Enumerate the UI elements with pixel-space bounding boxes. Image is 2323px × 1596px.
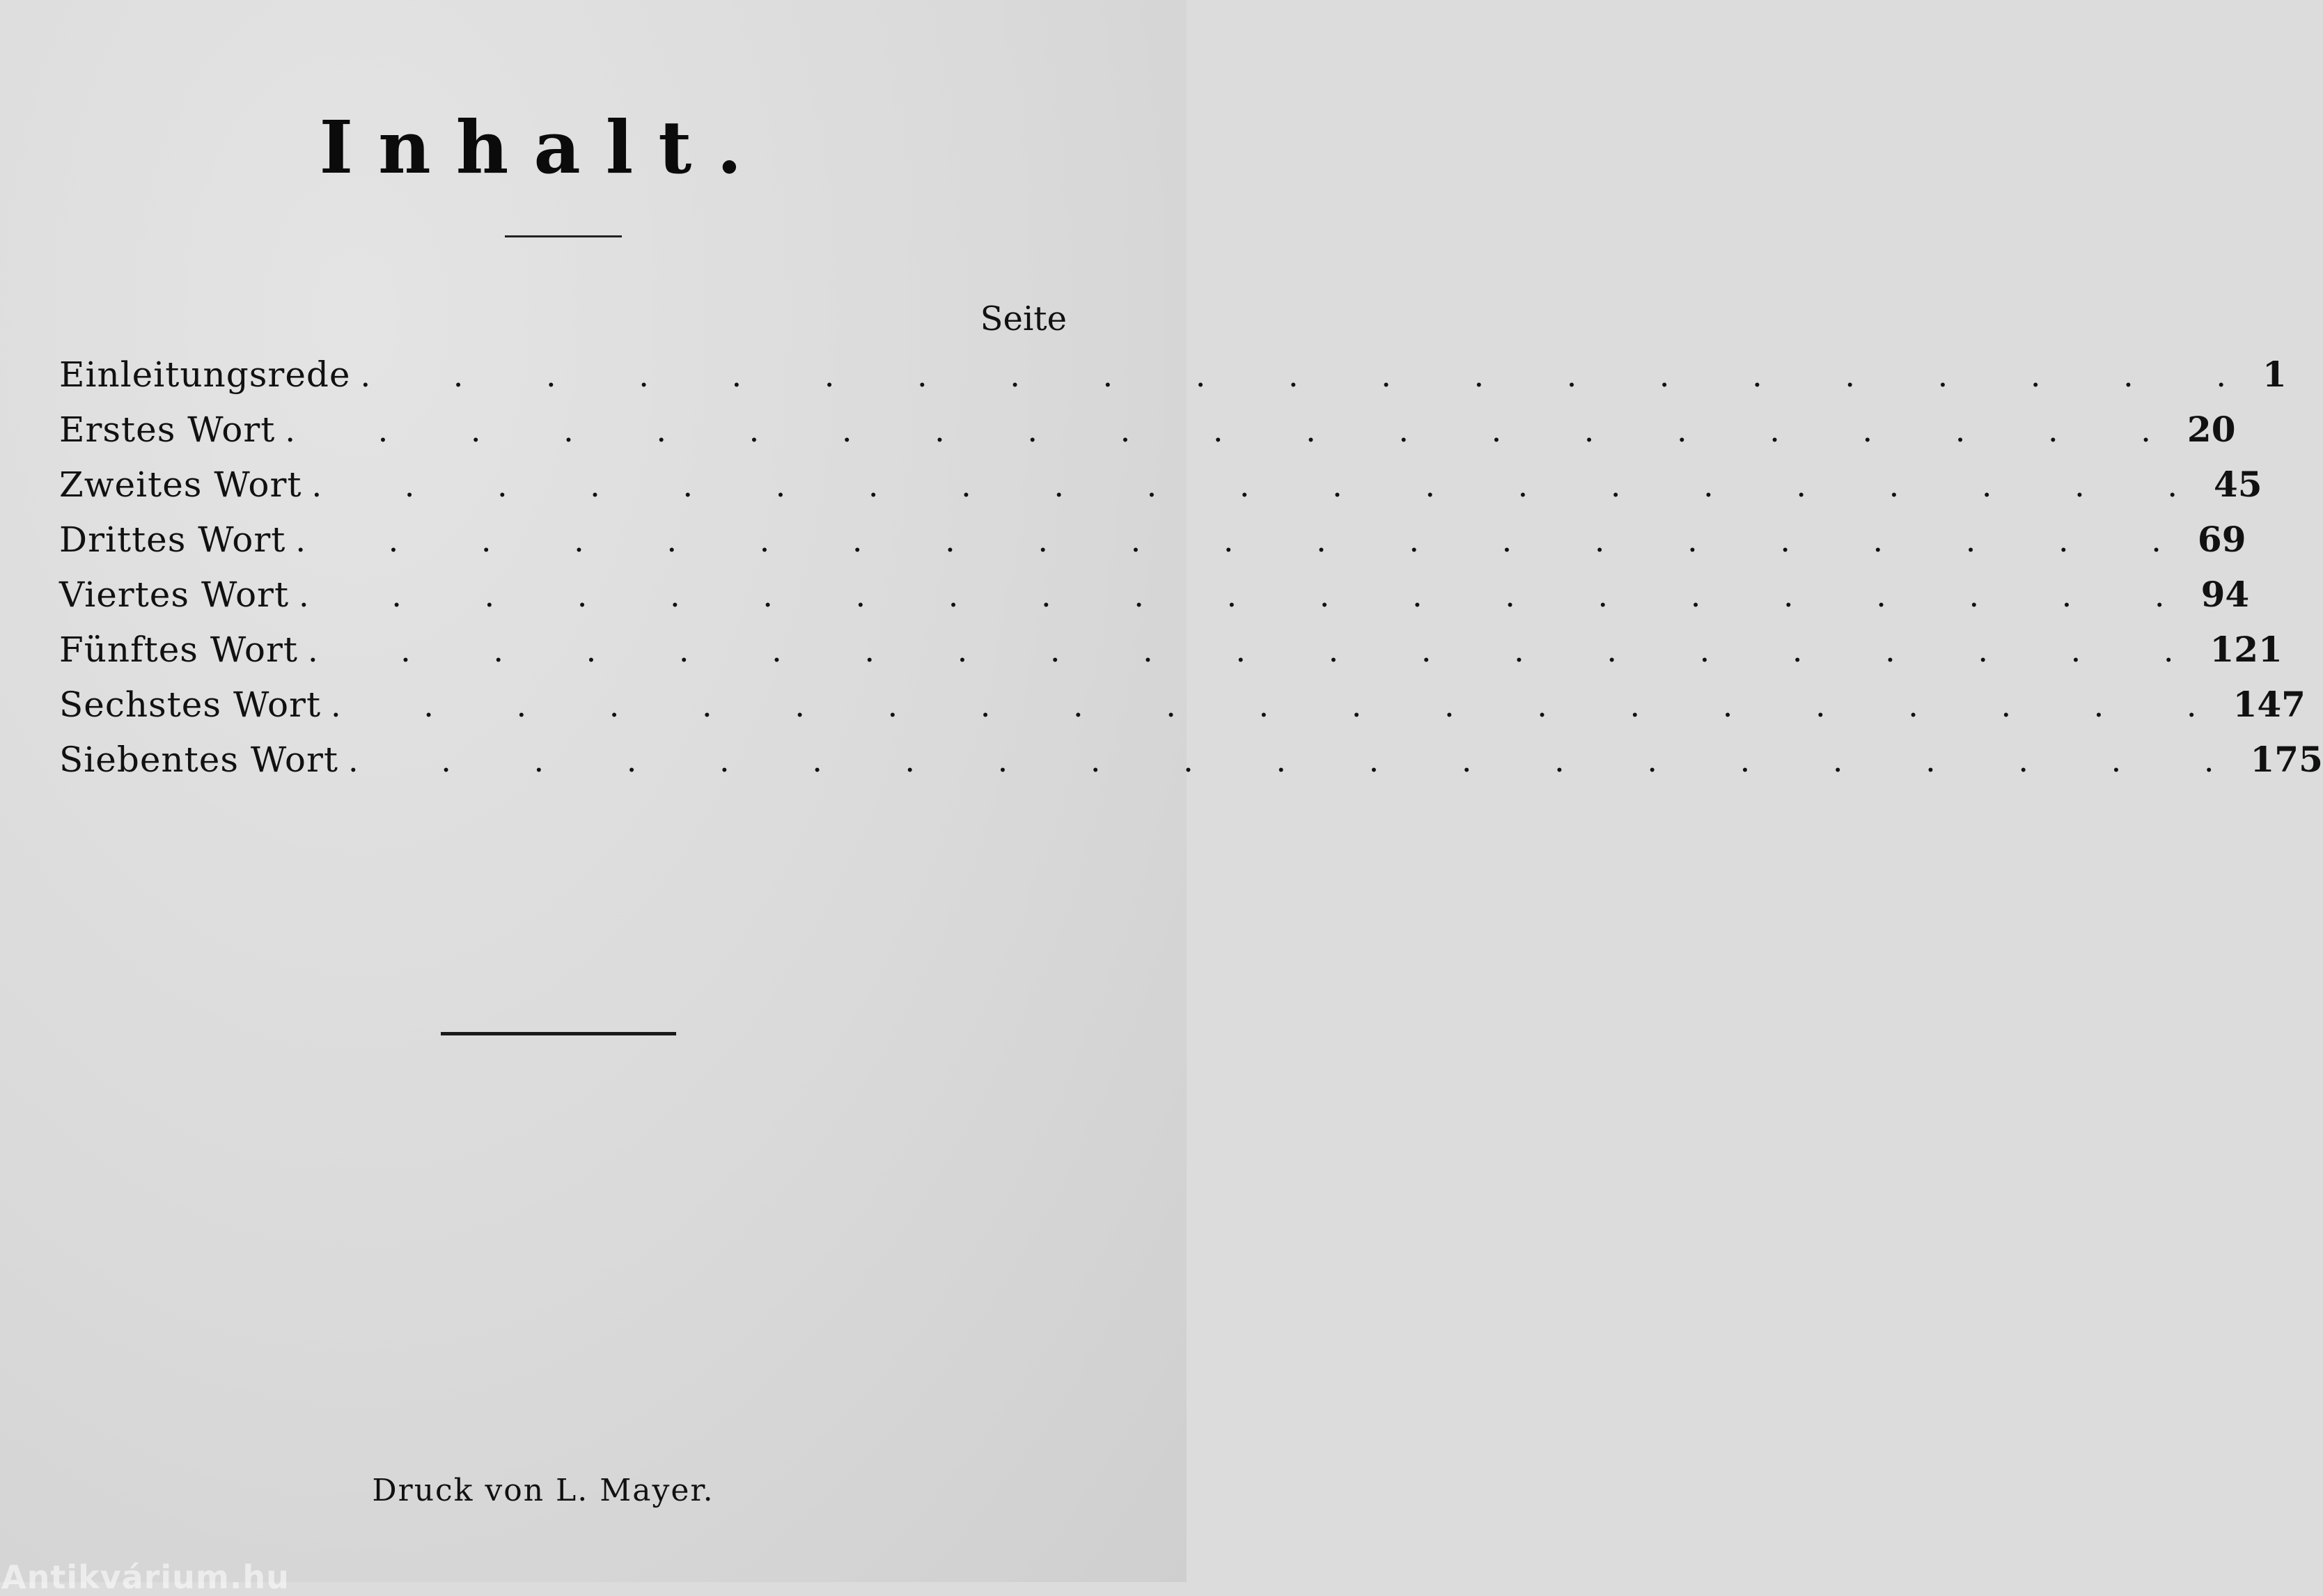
toc-entry xyxy=(59,684,2306,739)
toc-entry-page: 69 xyxy=(2197,519,2246,560)
dot-leader: . . . . . . . . . . . . . . . . . . . . . xyxy=(331,687,2233,724)
dot-leader: . . . . . . . . . . . . . . . . . . . . . xyxy=(299,577,2201,614)
dot-leader: . . . . . . . . . . . . . . . . . . . . . xyxy=(347,742,2251,779)
toc-entry-label: Einleitungsrede xyxy=(59,354,351,395)
dot-leader: . . . . . . . . . . . . . . . . . . . . . xyxy=(285,412,2187,449)
toc-entry-label: Siebentes Wort xyxy=(59,740,338,780)
toc-entry xyxy=(59,629,2283,684)
toc-entry-page: 94 xyxy=(2200,574,2250,615)
toc-entry xyxy=(59,519,2246,574)
watermark: Antikvárium.hu xyxy=(1,1558,290,1596)
toc-entry-label: Viertes Wort xyxy=(59,574,290,615)
toc-entry-page: 45 xyxy=(2213,464,2262,505)
page-title: Inhalt. xyxy=(319,104,767,190)
toc-entry-label: Fünftes Wort xyxy=(59,629,298,670)
toc-entry-page: 121 xyxy=(2209,629,2283,670)
toc-entry-page: 1 xyxy=(2262,354,2287,395)
table-of-contents xyxy=(59,354,2323,794)
toc-entry-label: Erstes Wort xyxy=(59,409,276,450)
page-column-header: Seite xyxy=(980,299,1067,338)
dot-leader: . . . . . . . . . . . . . . . . . . . . . xyxy=(295,522,2198,559)
toc-entry-page: 20 xyxy=(2187,409,2236,450)
toc-entry-label: Sechstes Wort xyxy=(59,684,322,725)
toc-entry-label: Zweites Wort xyxy=(59,464,302,505)
dot-leader: . . . . . . . . . . . . . . . . . . . . . xyxy=(360,357,2263,394)
toc-entry xyxy=(59,409,2236,464)
toc-entry-page: 147 xyxy=(2232,684,2306,725)
toc-entry xyxy=(59,354,2287,409)
title-divider xyxy=(505,235,622,237)
toc-entry xyxy=(59,739,2323,794)
dot-leader: . . . . . . . . . . . . . . . . . . . . . xyxy=(311,467,2214,504)
toc-entry-label: Drittes Wort xyxy=(59,519,286,560)
dot-leader: . . . . . . . . . . . . . . . . . . . . . xyxy=(307,632,2210,669)
closing-divider xyxy=(441,1032,676,1035)
toc-entry xyxy=(59,464,2262,519)
toc-entry-page: 175 xyxy=(2250,739,2323,780)
printer-imprint: Druck von L. Mayer. xyxy=(372,1473,714,1508)
toc-entry xyxy=(59,574,2250,629)
